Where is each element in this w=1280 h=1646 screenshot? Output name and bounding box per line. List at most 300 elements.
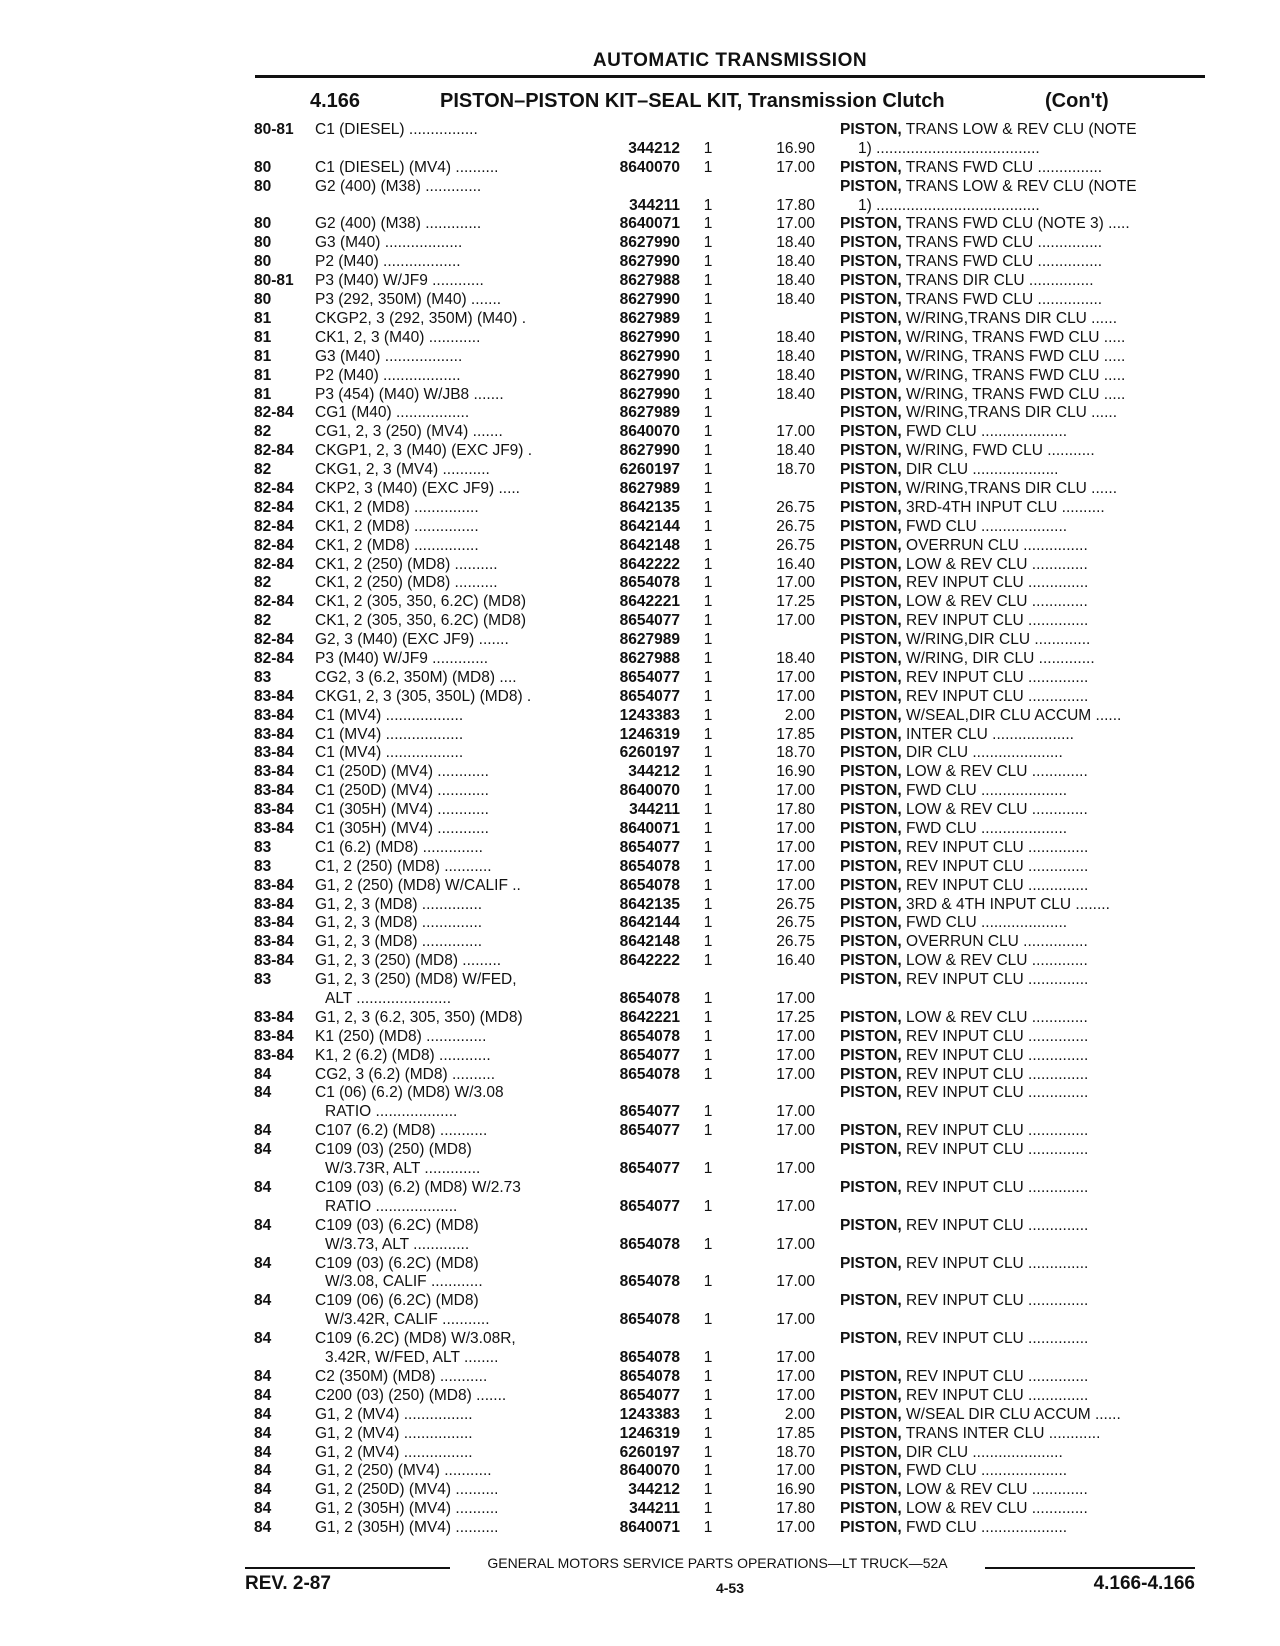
- description-keyword: PISTON,: [840, 1462, 902, 1480]
- application-line-2: W/3.08, CALIF ............: [325, 1273, 483, 1291]
- application-line: P3 (M40) W/JF9 ............: [315, 272, 484, 290]
- description-text: REV INPUT CLU ..............: [901, 838, 1089, 856]
- model-year: 80: [254, 291, 272, 309]
- table-row: [0, 404, 1280, 423]
- quantity: 1: [703, 1046, 713, 1064]
- model-year: 82: [254, 423, 272, 441]
- price: 17.00: [776, 1235, 815, 1253]
- model-year: 80-81: [254, 121, 294, 138]
- quantity: 1: [703, 1311, 713, 1329]
- price: 26.75: [776, 536, 815, 554]
- application-line: CKG1, 2, 3 (305, 350L) (MD8) .: [315, 687, 532, 705]
- model-year: 84: [254, 1254, 272, 1272]
- table-row: [0, 574, 1280, 593]
- part-number: 8642144: [619, 914, 680, 932]
- description-text: LOW & REV CLU .............: [901, 801, 1088, 819]
- model-year: 83-84: [254, 763, 294, 781]
- description: [840, 1292, 1210, 1311]
- description-keyword: PISTON,: [840, 1386, 902, 1404]
- price: 17.00: [776, 838, 815, 856]
- application: [315, 423, 580, 442]
- description-keyword: PISTON,: [840, 801, 902, 819]
- part-number: 8654078: [619, 1235, 680, 1253]
- price: 17.80: [776, 1500, 815, 1518]
- description-text: REV INPUT CLU ..............: [901, 1141, 1089, 1159]
- table-row: [0, 744, 1280, 763]
- quantity: 1: [703, 668, 713, 686]
- price: 18.40: [776, 385, 815, 403]
- price: 16.90: [776, 139, 815, 157]
- description-keyword: PISTON,: [840, 1367, 902, 1385]
- application-line: C1 (MV4) ..................: [315, 706, 464, 724]
- description-text: REV INPUT CLU ..............: [901, 971, 1089, 989]
- model-year: 83-84: [254, 801, 294, 819]
- description-keyword: PISTON,: [840, 1443, 902, 1461]
- application-line: G1, 2 (250) (MD8) W/CALIF ..: [315, 876, 521, 894]
- price: 16.40: [776, 952, 815, 970]
- price: 26.75: [776, 517, 815, 535]
- description-keyword: PISTON,: [840, 1027, 902, 1045]
- application: [315, 1368, 580, 1387]
- description-text: LOW & REV CLU .............: [901, 1481, 1088, 1499]
- model-year: 83-84: [254, 706, 294, 724]
- model-year: 83-84: [254, 952, 294, 970]
- description-keyword: PISTON,: [840, 1178, 902, 1196]
- application-line: C107 (6.2) (MD8) ...........: [315, 1122, 488, 1140]
- application: [315, 1009, 580, 1028]
- part-number: 8642148: [619, 536, 680, 554]
- table-row: [0, 1179, 1280, 1217]
- price: 17.00: [776, 668, 815, 686]
- model-year: 84: [254, 1065, 272, 1083]
- footer-section-range: 4.166-4.166: [1093, 1573, 1195, 1594]
- application-line: CG2, 3 (6.2, 350M) (MD8) ....: [315, 668, 517, 686]
- description: [840, 820, 1210, 839]
- price: 17.00: [776, 990, 815, 1007]
- description-text: W/RING,TRANS DIR CLU ......: [901, 309, 1118, 327]
- footer-publisher: GENERAL MOTORS SERVICE PARTS OPERATIONS—LT TRUCK—52A: [487, 1555, 948, 1571]
- description-keyword: PISTON,: [840, 555, 902, 573]
- model-year: 84: [254, 1481, 272, 1499]
- description-keyword: PISTON,: [840, 1216, 902, 1234]
- description-keyword: PISTON,: [840, 782, 902, 800]
- model-year: 82: [254, 574, 272, 592]
- model-year: 84: [254, 1367, 272, 1385]
- description: [840, 858, 1210, 877]
- description-text: FWD CLU ....................: [901, 1519, 1068, 1537]
- model-year: 83: [254, 971, 272, 989]
- price: 18.40: [776, 366, 815, 384]
- application: [315, 1047, 580, 1066]
- application: [315, 537, 580, 556]
- application-line-2: W/3.73, ALT .............: [325, 1235, 470, 1253]
- part-number: 8640071: [619, 1519, 680, 1537]
- quantity: 1: [703, 442, 713, 460]
- table-row: [0, 877, 1280, 896]
- part-number: 8654078: [619, 1367, 680, 1385]
- price: 17.00: [776, 782, 815, 800]
- description-text: REV INPUT CLU ..............: [901, 1330, 1089, 1348]
- description-text: REV INPUT CLU ..............: [901, 668, 1089, 686]
- part-number: 8627990: [619, 442, 680, 460]
- description-keyword: PISTON,: [840, 158, 902, 176]
- section-title: PISTON–PISTON KIT–SEAL KIT, Transmission Clutch: [440, 90, 945, 112]
- application: [315, 1462, 580, 1481]
- description-text: REV INPUT CLU ..............: [901, 612, 1089, 630]
- description-text: FWD CLU ....................: [901, 517, 1068, 535]
- part-number: 1243383: [619, 1405, 680, 1423]
- model-year: 82-84: [254, 649, 294, 667]
- part-number: 8627989: [619, 404, 680, 422]
- application: [315, 367, 580, 386]
- model-year: 81: [254, 328, 272, 346]
- description: [840, 1519, 1210, 1538]
- description: [840, 480, 1210, 499]
- description: [840, 726, 1210, 745]
- part-number: 8642135: [619, 895, 680, 913]
- application-line: G1, 2, 3 (250) (MD8) W/FED,: [315, 971, 517, 989]
- description-keyword: PISTON,: [840, 687, 902, 705]
- quantity: 1: [703, 423, 713, 441]
- description: [840, 348, 1210, 367]
- application: [315, 1444, 580, 1463]
- description: [840, 1084, 1210, 1103]
- description-text: REV INPUT CLU ..............: [901, 1084, 1089, 1102]
- application-line: CK1, 2 (250) (MD8) ..........: [315, 555, 498, 573]
- application-line-2: 3.42R, W/FED, ALT ........: [325, 1349, 499, 1367]
- price: 17.00: [776, 1349, 815, 1367]
- model-year: 82-84: [254, 631, 294, 649]
- application: [315, 801, 580, 820]
- description-text: LOW & REV CLU .............: [901, 593, 1088, 611]
- description: [840, 159, 1210, 178]
- description: [840, 801, 1210, 820]
- description-keyword: PISTON,: [840, 668, 902, 686]
- description-text: W/RING, TRANS FWD CLU .....: [901, 366, 1126, 384]
- part-number: 8642222: [619, 952, 680, 970]
- description-keyword: PISTON,: [840, 1481, 902, 1499]
- price: 17.00: [776, 1103, 815, 1121]
- part-number: 8654078: [619, 1273, 680, 1291]
- part-number: 8627988: [619, 649, 680, 667]
- application: [315, 1084, 580, 1121]
- application-line: C1 (DIESEL) (MV4) ..........: [315, 158, 499, 176]
- description: [840, 177, 1210, 214]
- price: 17.00: [776, 687, 815, 705]
- table-row: [0, 442, 1280, 461]
- quantity: 1: [703, 385, 713, 403]
- description-keyword: PISTON,: [840, 234, 902, 252]
- quantity: 1: [703, 706, 713, 724]
- description-line-2: 1) ......................................: [858, 196, 1040, 214]
- application-line: C1 (305H) (MV4) ............: [315, 801, 489, 819]
- price: 17.00: [776, 876, 815, 894]
- application: [315, 234, 580, 253]
- price: 17.00: [776, 1462, 815, 1480]
- table-row: [0, 952, 1280, 971]
- application-line: C109 (06) (6.2C) (MD8): [315, 1292, 479, 1310]
- part-number: 8654077: [619, 668, 680, 686]
- table-row: [0, 348, 1280, 367]
- description-text: LOW & REV CLU .............: [901, 1008, 1088, 1026]
- price: 18.70: [776, 744, 815, 762]
- model-year: 80-81: [254, 272, 294, 290]
- description: [840, 1387, 1210, 1406]
- description-keyword: PISTON,: [840, 121, 902, 138]
- description: [840, 1425, 1210, 1444]
- page-header-title: AUTOMATIC TRANSMISSION: [592, 50, 868, 71]
- quantity: 1: [703, 1197, 713, 1215]
- table-row: [0, 896, 1280, 915]
- model-year: 83: [254, 838, 272, 856]
- description-keyword: PISTON,: [840, 291, 902, 309]
- application-line-2: RATIO ...................: [325, 1197, 458, 1215]
- description: [840, 763, 1210, 782]
- quantity: 1: [703, 1027, 713, 1045]
- application-line: C1 (MV4) ..................: [315, 725, 464, 743]
- model-year: 81: [254, 309, 272, 327]
- description: [840, 461, 1210, 480]
- price: 17.00: [776, 1386, 815, 1404]
- price: 18.40: [776, 272, 815, 290]
- quantity: 1: [703, 933, 713, 951]
- part-number: 8642221: [619, 593, 680, 611]
- application-line: C109 (03) (250) (MD8): [315, 1141, 472, 1159]
- application: [315, 631, 580, 650]
- table-row: [0, 234, 1280, 253]
- description-text: INTER CLU ...................: [901, 725, 1074, 743]
- application-line: P2 (M40) ..................: [315, 253, 461, 271]
- price: 17.25: [776, 1008, 815, 1026]
- table-row: [0, 537, 1280, 556]
- model-year: 84: [254, 1424, 272, 1442]
- description-keyword: PISTON,: [840, 857, 902, 875]
- table-row: [0, 423, 1280, 442]
- quantity: 1: [703, 649, 713, 667]
- model-year: 83-84: [254, 687, 294, 705]
- model-year: 80: [254, 177, 272, 195]
- table-row: [0, 839, 1280, 858]
- quantity: 1: [703, 479, 713, 497]
- model-year: 80: [254, 253, 272, 271]
- application: [315, 877, 580, 896]
- part-number: 8654077: [619, 1103, 680, 1121]
- description: [840, 1009, 1210, 1028]
- part-number: 344212: [628, 763, 680, 781]
- model-year: 84: [254, 1122, 272, 1140]
- application-line: G2, 3 (M40) (EXC JF9) .......: [315, 631, 509, 649]
- part-number: 8627990: [619, 385, 680, 403]
- description-text: W/RING,DIR CLU .............: [901, 631, 1091, 649]
- quantity: 1: [703, 1405, 713, 1423]
- header-rule: [255, 75, 1205, 78]
- description: [840, 310, 1210, 329]
- description-text: W/SEAL DIR CLU ACCUM ......: [901, 1405, 1121, 1423]
- quantity: 1: [703, 196, 713, 214]
- part-number: 344211: [629, 196, 680, 214]
- section-number: 4.166: [310, 90, 361, 112]
- application-line-2: ALT ......................: [325, 990, 452, 1007]
- table-row: [0, 1425, 1280, 1444]
- description-text: W/SEAL,DIR CLU ACCUM ......: [901, 706, 1122, 724]
- application-line: CG2, 3 (6.2) (MD8) ..........: [315, 1065, 496, 1083]
- description-text: FWD CLU ....................: [901, 782, 1068, 800]
- table-row: [0, 121, 1280, 159]
- application-line: G1, 2 (MV4) ................: [315, 1424, 473, 1442]
- description-text: REV INPUT CLU ..............: [901, 1122, 1089, 1140]
- part-number: 8640071: [619, 215, 680, 233]
- description: [840, 914, 1210, 933]
- quantity: 1: [703, 763, 713, 781]
- description-keyword: PISTON,: [840, 272, 902, 290]
- application-line: P3 (M40) W/JF9 .............: [315, 649, 489, 667]
- description: [840, 1047, 1210, 1066]
- description-text: TRANS FWD CLU ...............: [901, 291, 1103, 309]
- application-line: G1, 2 (250D) (MV4) ..........: [315, 1481, 499, 1499]
- quantity: 1: [703, 819, 713, 837]
- quantity: 1: [703, 801, 713, 819]
- model-year: 84: [254, 1519, 272, 1537]
- table-row: [0, 367, 1280, 386]
- model-year: 82: [254, 461, 272, 479]
- model-year: 84: [254, 1500, 272, 1518]
- quantity: 1: [703, 990, 713, 1007]
- application: [315, 1141, 580, 1178]
- table-row: [0, 801, 1280, 820]
- application-line: CK1, 2 (305, 350, 6.2C) (MD8): [315, 612, 527, 630]
- description-keyword: PISTON,: [840, 649, 902, 667]
- application-line: C1 (06) (6.2) (MD8) W/3.08: [315, 1084, 504, 1102]
- application-line: CK1, 2 (MD8) ...............: [315, 498, 479, 516]
- application: [315, 1178, 580, 1215]
- part-number: 8640070: [619, 158, 680, 176]
- application: [315, 1406, 580, 1425]
- part-number: 8627990: [619, 328, 680, 346]
- application: [315, 159, 580, 178]
- application: [315, 1330, 580, 1367]
- application: [315, 1425, 580, 1444]
- application-line: CK1, 2 (305, 350, 6.2C) (MD8): [315, 593, 527, 611]
- model-year: 84: [254, 1216, 272, 1234]
- table-row: [0, 1481, 1280, 1500]
- price: 17.00: [776, 1311, 815, 1329]
- application: [315, 404, 580, 423]
- model-year: 83-84: [254, 933, 294, 951]
- model-year: 83: [254, 857, 272, 875]
- price: 17.00: [776, 1519, 815, 1537]
- description: [840, 650, 1210, 669]
- description-keyword: PISTON,: [840, 309, 902, 327]
- description: [840, 1462, 1210, 1481]
- description-text: REV INPUT CLU ..............: [901, 1216, 1089, 1234]
- description-keyword: PISTON,: [840, 895, 902, 913]
- price: 17.80: [776, 801, 815, 819]
- description-text: DIR CLU ....................: [901, 461, 1059, 479]
- description-text: TRANS LOW & REV CLU (NOTE: [901, 121, 1137, 138]
- description-keyword: PISTON,: [840, 1046, 902, 1064]
- part-number: 8642144: [619, 517, 680, 535]
- description-text: 3RD & 4TH INPUT CLU ........: [901, 895, 1110, 913]
- description: [840, 896, 1210, 915]
- description-text: W/RING, TRANS FWD CLU .....: [901, 328, 1126, 346]
- description-text: W/RING, TRANS FWD CLU .....: [901, 385, 1126, 403]
- description-keyword: PISTON,: [840, 952, 902, 970]
- application: [315, 556, 580, 575]
- price: 18.40: [776, 234, 815, 252]
- part-number: 8654077: [619, 612, 680, 630]
- application-line: C1 (MV4) ..................: [315, 744, 464, 762]
- description-keyword: PISTON,: [840, 1141, 902, 1159]
- application-line: P2 (M40) ..................: [315, 366, 461, 384]
- model-year: 84: [254, 1462, 272, 1480]
- model-year: 82-84: [254, 555, 294, 573]
- description-text: REV INPUT CLU ..............: [901, 1367, 1089, 1385]
- table-row: [0, 1084, 1280, 1122]
- description: [840, 404, 1210, 423]
- application: [315, 820, 580, 839]
- model-year: 82-84: [254, 498, 294, 516]
- price: 2.00: [784, 1405, 815, 1423]
- price: 26.75: [776, 895, 815, 913]
- description-keyword: PISTON,: [840, 706, 902, 724]
- application-line: G2 (400) (M38) .............: [315, 177, 482, 195]
- application: [315, 518, 580, 537]
- description: [840, 1330, 1210, 1349]
- table-row: [0, 1519, 1280, 1538]
- description: [840, 612, 1210, 631]
- table-row: [0, 215, 1280, 234]
- description-keyword: PISTON,: [840, 631, 902, 649]
- application-line: C1 (DIESEL) ................: [315, 121, 478, 138]
- description-keyword: PISTON,: [840, 347, 902, 365]
- description-keyword: PISTON,: [840, 385, 902, 403]
- description-keyword: PISTON,: [840, 1330, 902, 1348]
- description-text: TRANS INTER CLU ............: [901, 1424, 1101, 1442]
- part-number: 8654078: [619, 876, 680, 894]
- application-line: C1 (305H) (MV4) ............: [315, 819, 489, 837]
- description: [840, 952, 1210, 971]
- description: [840, 839, 1210, 858]
- application: [315, 1481, 580, 1500]
- part-number: 8654077: [619, 687, 680, 705]
- quantity: 1: [703, 1424, 713, 1442]
- table-row: [0, 329, 1280, 348]
- model-year: 84: [254, 1386, 272, 1404]
- description-text: TRANS FWD CLU (NOTE 3) .....: [901, 215, 1130, 233]
- part-number: 8654078: [619, 1027, 680, 1045]
- quantity: 1: [703, 744, 713, 762]
- price: 16.90: [776, 763, 815, 781]
- table-row: [0, 726, 1280, 745]
- application: [315, 291, 580, 310]
- table-row: [0, 386, 1280, 405]
- footer-rule-left: [245, 1567, 450, 1569]
- description-keyword: PISTON,: [840, 1084, 902, 1102]
- table-row: [0, 612, 1280, 631]
- application-line: CK1, 2 (250) (MD8) ..........: [315, 574, 498, 592]
- application-line: CKGP2, 3 (292, 350M) (M40) .: [315, 309, 527, 327]
- part-number: 6260197: [619, 461, 680, 479]
- price: 17.85: [776, 725, 815, 743]
- description-text: TRANS FWD CLU ...............: [901, 234, 1103, 252]
- description-keyword: PISTON,: [840, 914, 902, 932]
- footer-page-number: 4-53: [715, 1580, 745, 1596]
- application-line: CG1 (M40) .................: [315, 404, 470, 422]
- part-number: 8654077: [619, 1160, 680, 1178]
- part-number: 8642135: [619, 498, 680, 516]
- model-year: 84: [254, 1405, 272, 1423]
- description-text: REV INPUT CLU ..............: [901, 574, 1089, 592]
